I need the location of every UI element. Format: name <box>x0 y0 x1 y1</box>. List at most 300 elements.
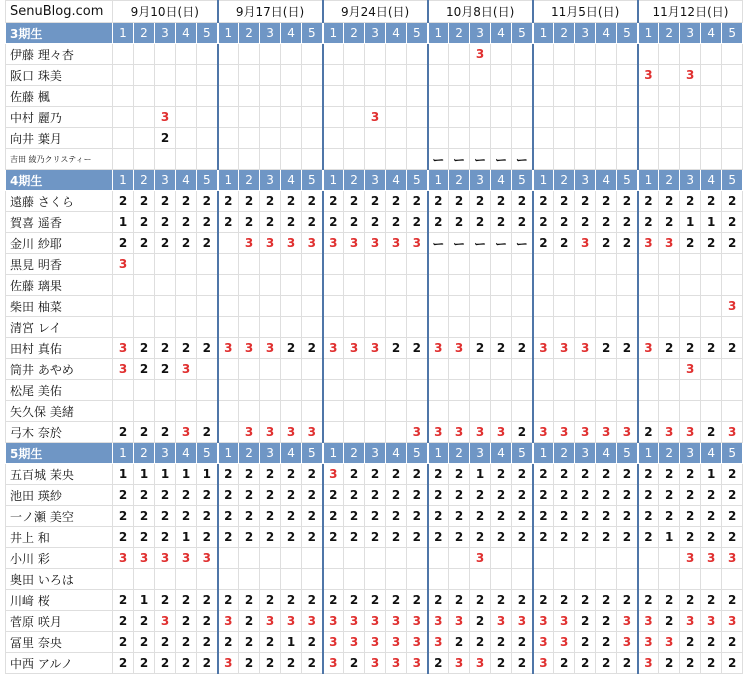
mark-cell <box>344 317 365 338</box>
mark-cell <box>218 44 239 65</box>
mark-cell <box>260 275 281 296</box>
part-number: 1 <box>323 443 344 464</box>
mark-cell <box>323 317 344 338</box>
mark-cell <box>113 296 134 317</box>
part-number: 4 <box>386 170 407 191</box>
mark-cell <box>659 275 680 296</box>
mark-cell <box>554 548 575 569</box>
mark-cell <box>554 254 575 275</box>
mark-cell <box>575 86 596 107</box>
member-name: 五百城 茉央 <box>6 464 113 485</box>
part-number: 2 <box>239 23 260 44</box>
mark-cell: 3 <box>134 548 155 569</box>
mark-cell: 2 <box>617 527 638 548</box>
mark-cell: 2 <box>344 464 365 485</box>
mark-cell: 2 <box>554 464 575 485</box>
mark-cell <box>281 65 302 86</box>
mark-cell <box>659 86 680 107</box>
mark-cell: 2 <box>512 485 533 506</box>
mark-cell <box>680 107 701 128</box>
mark-cell: 2 <box>302 590 323 611</box>
part-number: 3 <box>680 170 701 191</box>
mark-cell <box>638 296 659 317</box>
mark-cell: 2 <box>134 191 155 212</box>
member-row <box>6 128 743 149</box>
mark-cell <box>218 65 239 86</box>
mark-cell: 2 <box>701 338 722 359</box>
part-number: 5 <box>512 443 533 464</box>
mark-cell <box>302 296 323 317</box>
mark-cell <box>302 128 323 149</box>
mark-cell: 2 <box>302 506 323 527</box>
mark-cell: 3 <box>638 632 659 653</box>
mark-cell: 2 <box>113 653 134 674</box>
mark-cell <box>533 86 554 107</box>
mark-cell: 3 <box>344 611 365 632</box>
mark-cell <box>407 44 428 65</box>
mark-cell: 2 <box>407 485 428 506</box>
mark-cell <box>386 569 407 590</box>
mark-cell <box>596 149 617 170</box>
mark-cell: 2 <box>491 653 512 674</box>
mark-cell <box>701 128 722 149</box>
mark-cell: 2 <box>701 632 722 653</box>
mark-cell: ー <box>428 233 449 254</box>
mark-cell: 2 <box>176 338 197 359</box>
mark-cell <box>407 107 428 128</box>
mark-cell <box>617 149 638 170</box>
mark-cell: 2 <box>638 422 659 443</box>
mark-cell <box>659 401 680 422</box>
mark-cell: 3 <box>176 359 197 380</box>
mark-cell: 1 <box>113 464 134 485</box>
mark-cell: 2 <box>113 527 134 548</box>
mark-cell: 2 <box>491 485 512 506</box>
mark-cell: 2 <box>407 191 428 212</box>
mark-cell <box>638 569 659 590</box>
mark-cell: 2 <box>176 653 197 674</box>
mark-cell: ー <box>491 149 512 170</box>
mark-cell <box>617 380 638 401</box>
mark-cell <box>281 107 302 128</box>
mark-cell <box>113 107 134 128</box>
mark-cell <box>176 380 197 401</box>
mark-cell: 2 <box>281 191 302 212</box>
mark-cell <box>323 254 344 275</box>
mark-cell: 3 <box>575 422 596 443</box>
member-row <box>6 275 743 296</box>
mark-cell <box>176 401 197 422</box>
mark-cell: 2 <box>722 653 743 674</box>
mark-cell: 2 <box>533 464 554 485</box>
mark-cell: 2 <box>260 464 281 485</box>
part-number: 3 <box>260 23 281 44</box>
mark-cell: 2 <box>722 506 743 527</box>
mark-cell: 2 <box>596 485 617 506</box>
mark-cell: 2 <box>155 338 176 359</box>
mark-cell: 3 <box>722 548 743 569</box>
mark-cell <box>449 296 470 317</box>
member-name: 筒井 あやめ <box>6 359 113 380</box>
mark-cell: 2 <box>386 527 407 548</box>
mark-cell: 2 <box>134 653 155 674</box>
mark-cell <box>176 65 197 86</box>
mark-cell: 2 <box>407 590 428 611</box>
mark-cell <box>701 107 722 128</box>
mark-cell <box>302 569 323 590</box>
group-label: 5期生 <box>6 443 113 464</box>
mark-cell <box>218 317 239 338</box>
mark-cell <box>302 44 323 65</box>
mark-cell: 2 <box>554 527 575 548</box>
mark-cell: 2 <box>197 653 218 674</box>
mark-cell: 2 <box>722 485 743 506</box>
mark-cell <box>302 107 323 128</box>
mark-cell <box>197 86 218 107</box>
mark-cell <box>659 65 680 86</box>
member-row <box>6 44 743 65</box>
part-number: 2 <box>554 23 575 44</box>
mark-cell <box>512 86 533 107</box>
mark-cell <box>575 44 596 65</box>
mark-cell <box>260 317 281 338</box>
mark-cell: 2 <box>113 191 134 212</box>
mark-cell: 2 <box>617 590 638 611</box>
mark-cell <box>638 548 659 569</box>
mark-cell: 3 <box>407 233 428 254</box>
mark-cell <box>554 359 575 380</box>
mark-cell: 2 <box>680 653 701 674</box>
mark-cell: 2 <box>197 590 218 611</box>
part-number: 2 <box>554 170 575 191</box>
mark-cell <box>113 569 134 590</box>
mark-cell <box>239 401 260 422</box>
mark-cell <box>365 128 386 149</box>
mark-cell <box>176 86 197 107</box>
mark-cell <box>512 569 533 590</box>
mark-cell: 2 <box>470 212 491 233</box>
mark-cell <box>596 380 617 401</box>
mark-cell <box>407 359 428 380</box>
mark-cell: 2 <box>197 338 218 359</box>
mark-cell <box>533 44 554 65</box>
mark-cell: 2 <box>680 632 701 653</box>
mark-cell <box>365 569 386 590</box>
mark-cell <box>512 317 533 338</box>
mark-cell <box>239 44 260 65</box>
mark-cell <box>512 380 533 401</box>
mark-cell: 2 <box>386 485 407 506</box>
mark-cell <box>575 107 596 128</box>
mark-cell <box>533 128 554 149</box>
mark-cell: 2 <box>113 611 134 632</box>
mark-cell <box>260 296 281 317</box>
mark-cell: 3 <box>386 632 407 653</box>
mark-cell <box>596 275 617 296</box>
mark-cell: 2 <box>365 485 386 506</box>
mark-cell: 2 <box>344 212 365 233</box>
mark-cell: 2 <box>155 191 176 212</box>
mark-cell: 2 <box>554 233 575 254</box>
mark-cell: 1 <box>176 464 197 485</box>
mark-cell: 3 <box>701 611 722 632</box>
mark-cell: 3 <box>260 233 281 254</box>
mark-cell <box>386 107 407 128</box>
part-number: 1 <box>638 23 659 44</box>
mark-cell <box>344 422 365 443</box>
mark-cell: 2 <box>218 527 239 548</box>
mark-cell <box>323 44 344 65</box>
mark-cell <box>596 254 617 275</box>
mark-cell <box>491 548 512 569</box>
mark-cell <box>281 128 302 149</box>
mark-cell: 2 <box>239 611 260 632</box>
mark-cell: 2 <box>701 422 722 443</box>
mark-cell <box>533 254 554 275</box>
mark-cell <box>407 296 428 317</box>
mark-cell <box>197 296 218 317</box>
mark-cell: 2 <box>281 464 302 485</box>
mark-cell: 2 <box>176 191 197 212</box>
mark-cell: 2 <box>176 590 197 611</box>
mark-cell: 3 <box>239 233 260 254</box>
mark-cell: 1 <box>197 464 218 485</box>
member-name: 清宮 レイ <box>6 317 113 338</box>
mark-cell: 2 <box>470 485 491 506</box>
mark-cell: 2 <box>512 464 533 485</box>
mark-cell <box>155 149 176 170</box>
mark-cell: 2 <box>449 632 470 653</box>
mark-cell: 3 <box>428 338 449 359</box>
mark-cell <box>365 275 386 296</box>
mark-cell: 3 <box>470 422 491 443</box>
mark-cell: 2 <box>659 653 680 674</box>
mark-cell <box>617 548 638 569</box>
mark-cell <box>407 254 428 275</box>
member-name: 遠藤 さくら <box>6 191 113 212</box>
mark-cell <box>680 44 701 65</box>
mark-cell <box>554 86 575 107</box>
mark-cell <box>617 317 638 338</box>
mark-cell: 2 <box>575 485 596 506</box>
part-number: 2 <box>449 23 470 44</box>
mark-cell: 2 <box>260 191 281 212</box>
mark-cell <box>596 107 617 128</box>
mark-cell <box>722 569 743 590</box>
mark-cell: 2 <box>134 359 155 380</box>
mark-cell: 2 <box>449 464 470 485</box>
mark-cell <box>302 548 323 569</box>
member-row <box>6 569 743 590</box>
mark-cell: 3 <box>449 653 470 674</box>
mark-cell: 1 <box>113 212 134 233</box>
mark-cell: 2 <box>638 590 659 611</box>
mark-cell: 2 <box>533 590 554 611</box>
mark-cell <box>470 275 491 296</box>
part-number: 5 <box>722 443 743 464</box>
mark-cell: 3 <box>470 44 491 65</box>
mark-cell <box>407 86 428 107</box>
mark-cell: 2 <box>428 191 449 212</box>
mark-cell <box>575 380 596 401</box>
mark-cell <box>260 128 281 149</box>
mark-cell <box>659 380 680 401</box>
mark-cell <box>449 128 470 149</box>
group-header-row <box>6 443 743 464</box>
mark-cell <box>365 422 386 443</box>
part-number: 4 <box>491 23 512 44</box>
mark-cell <box>323 65 344 86</box>
mark-cell: 2 <box>113 506 134 527</box>
mark-cell <box>491 107 512 128</box>
mark-cell: 3 <box>575 233 596 254</box>
mark-cell <box>281 86 302 107</box>
mark-cell: 2 <box>449 590 470 611</box>
mark-cell: 2 <box>323 191 344 212</box>
mark-cell: 2 <box>701 590 722 611</box>
mark-cell: 2 <box>386 464 407 485</box>
mark-cell <box>176 254 197 275</box>
mark-cell: 2 <box>596 632 617 653</box>
mark-cell: 2 <box>281 590 302 611</box>
part-number: 3 <box>155 23 176 44</box>
schedule-table <box>5 0 743 674</box>
mark-cell <box>659 254 680 275</box>
mark-cell <box>575 65 596 86</box>
mark-cell <box>680 401 701 422</box>
mark-cell <box>533 65 554 86</box>
mark-cell <box>323 128 344 149</box>
mark-cell: 3 <box>260 611 281 632</box>
mark-cell: 2 <box>176 233 197 254</box>
mark-cell <box>239 149 260 170</box>
mark-cell: 1 <box>155 464 176 485</box>
member-row <box>6 422 743 443</box>
mark-cell <box>428 107 449 128</box>
mark-cell: 2 <box>113 632 134 653</box>
mark-cell: 2 <box>155 233 176 254</box>
mark-cell: 3 <box>365 632 386 653</box>
mark-cell <box>323 86 344 107</box>
mark-cell: 2 <box>134 527 155 548</box>
member-name: 中西 アルノ <box>6 653 113 674</box>
mark-cell: 2 <box>659 338 680 359</box>
mark-cell <box>470 128 491 149</box>
mark-cell <box>722 149 743 170</box>
mark-cell: ー <box>512 149 533 170</box>
mark-cell: 2 <box>365 212 386 233</box>
mark-cell: 2 <box>407 506 428 527</box>
part-number: 2 <box>134 170 155 191</box>
part-number: 3 <box>155 443 176 464</box>
mark-cell: 2 <box>680 485 701 506</box>
mark-cell <box>197 401 218 422</box>
mark-cell <box>239 548 260 569</box>
mark-cell <box>575 296 596 317</box>
mark-cell: 2 <box>554 590 575 611</box>
mark-cell: 2 <box>596 233 617 254</box>
mark-cell <box>134 254 155 275</box>
mark-cell: 2 <box>617 653 638 674</box>
mark-cell <box>155 65 176 86</box>
mark-cell: 2 <box>722 233 743 254</box>
mark-cell: 3 <box>617 422 638 443</box>
part-number: 1 <box>218 443 239 464</box>
part-number: 4 <box>701 170 722 191</box>
mark-cell: 2 <box>701 506 722 527</box>
mark-cell <box>533 401 554 422</box>
mark-cell <box>449 275 470 296</box>
mark-cell <box>281 296 302 317</box>
mark-cell: 2 <box>386 191 407 212</box>
mark-cell: 3 <box>407 653 428 674</box>
mark-cell: 3 <box>659 233 680 254</box>
mark-cell <box>218 401 239 422</box>
mark-cell <box>428 254 449 275</box>
mark-cell <box>365 65 386 86</box>
part-number: 2 <box>659 23 680 44</box>
mark-cell <box>260 254 281 275</box>
mark-cell: 3 <box>365 107 386 128</box>
mark-cell <box>281 548 302 569</box>
mark-cell <box>617 569 638 590</box>
mark-cell <box>596 548 617 569</box>
mark-cell: 2 <box>491 212 512 233</box>
mark-cell <box>386 275 407 296</box>
part-number: 5 <box>617 23 638 44</box>
mark-cell <box>155 380 176 401</box>
mark-cell <box>428 548 449 569</box>
part-number: 3 <box>470 443 491 464</box>
mark-cell: 2 <box>512 212 533 233</box>
mark-cell <box>155 317 176 338</box>
part-number: 5 <box>407 443 428 464</box>
mark-cell <box>554 107 575 128</box>
mark-cell <box>428 128 449 149</box>
mark-cell: 2 <box>302 527 323 548</box>
mark-cell <box>617 65 638 86</box>
mark-cell <box>512 107 533 128</box>
mark-cell <box>638 359 659 380</box>
mark-cell <box>134 296 155 317</box>
mark-cell: 2 <box>218 632 239 653</box>
mark-cell: 3 <box>155 107 176 128</box>
mark-cell <box>197 275 218 296</box>
member-name: 中村 麗乃 <box>6 107 113 128</box>
mark-cell <box>197 254 218 275</box>
mark-cell <box>680 380 701 401</box>
part-number: 1 <box>218 170 239 191</box>
mark-cell <box>575 254 596 275</box>
mark-cell <box>134 107 155 128</box>
mark-cell <box>701 44 722 65</box>
mark-cell <box>302 380 323 401</box>
mark-cell <box>449 359 470 380</box>
mark-cell <box>470 317 491 338</box>
site-name: SenuBlog.com <box>6 1 113 23</box>
mark-cell <box>134 44 155 65</box>
part-number: 2 <box>344 443 365 464</box>
part-number: 2 <box>239 170 260 191</box>
date-header: 9月10日(日) <box>113 1 218 23</box>
member-name: 阪口 珠美 <box>6 65 113 86</box>
mark-cell <box>239 275 260 296</box>
part-number: 1 <box>323 170 344 191</box>
mark-cell <box>176 44 197 65</box>
mark-cell <box>617 107 638 128</box>
mark-cell <box>470 569 491 590</box>
mark-cell <box>386 65 407 86</box>
